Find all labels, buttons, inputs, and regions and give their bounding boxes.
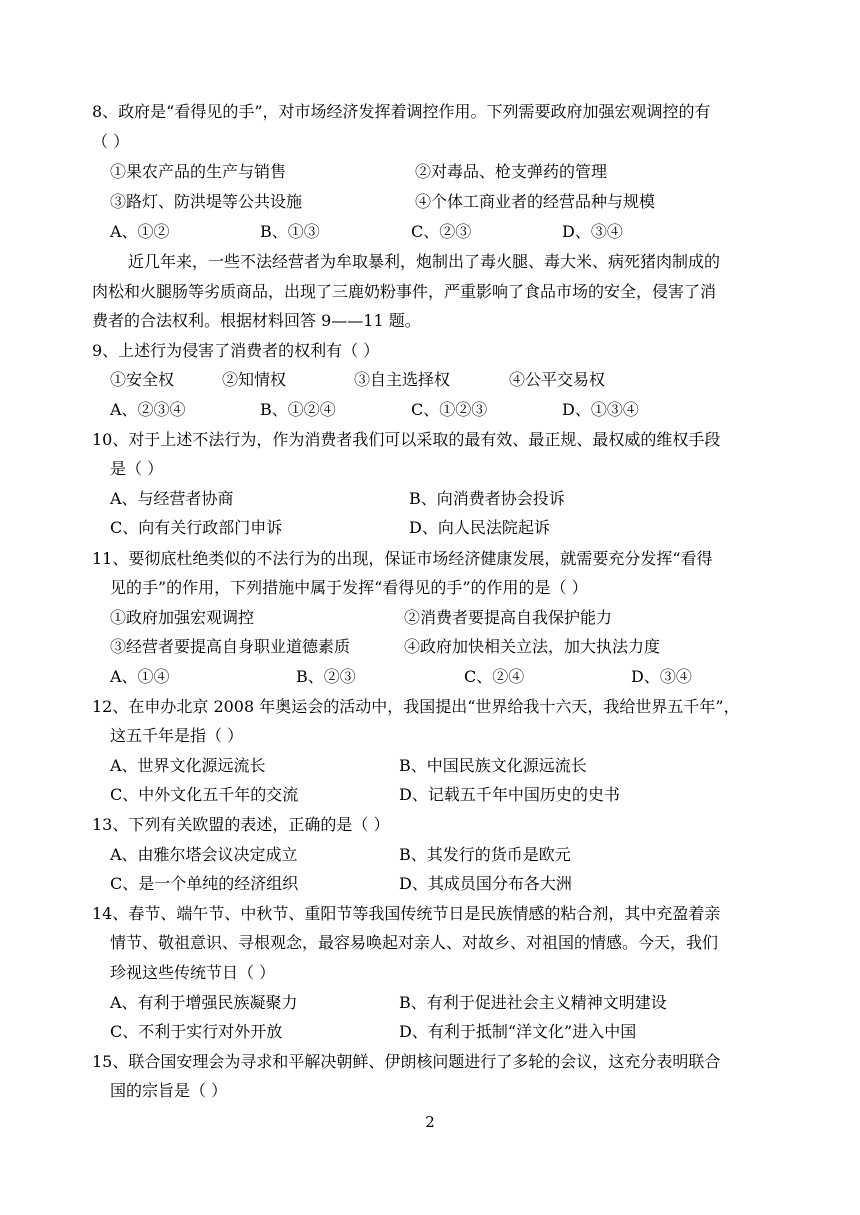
text-segment: 肉松和火腿肠等劣质商品，出现了三鹿奶粉事件，严重影响了食品市场的安全，侵害了消	[92, 282, 717, 301]
text-segment: 10、对于上述不法行为，作为消费者我们可以采取的最有效、最正规、最权威的维权手段	[92, 430, 721, 449]
text-segment: B、①③	[260, 222, 320, 241]
text-segment: B、中国民族文化源远流长	[399, 756, 587, 775]
text-segment: 15、联合国安理会为寻求和平解决朝鲜、伊朗核问题进行了多轮的会议，这充分表明联合	[92, 1052, 721, 1071]
text-segment: 14、春节、端午节、中秋节、重阳节等我国传统节日是民族情感的粘合剂，其中充盈着亲	[92, 904, 721, 923]
text-segment: B、②③	[296, 667, 356, 686]
text-segment: 费者的合法权利。根据材料回答 9——11 题。	[92, 311, 421, 330]
text-segment: 是（ ）	[110, 459, 164, 478]
text-segment: ③经营者要提高自身职业道德素质	[110, 637, 351, 656]
text-segment: 11、要彻底杜绝类似的不法行为的出现，保证市场经济健康发展，就需要充分发挥“看得	[92, 549, 713, 568]
text-segment: B、①②④	[260, 400, 336, 419]
text-segment: ④个体工商业者的经营品种与规模	[415, 192, 656, 211]
text-segment: B、有利于促进社会主义精神文明建设	[399, 993, 667, 1012]
text-segment: A、与经营者协商	[110, 489, 234, 508]
text-segment: A、世界文化源远流长	[110, 756, 266, 775]
text-segment: 情节、敬祖意识、寻根观念，最容易唤起对亲人、对故乡、对祖国的情感。今天，我们	[110, 933, 719, 952]
text-segment: A、有利于增强民族凝聚力	[110, 993, 298, 1012]
text-segment: D、③④	[631, 667, 692, 686]
text-segment: ①果农产品的生产与销售	[110, 162, 287, 181]
text-segment: 8、政府是“看得见的手”，对市场经济发挥着调控作用。下列需要政府加强宏观调控的有	[92, 102, 711, 121]
text-segment: D、其成员国分布各大洲	[399, 874, 572, 893]
text-segment: D、①③④	[562, 400, 639, 419]
text-segment: C、②③	[411, 222, 472, 241]
text-segment: 见的手”的作用，下列措施中属于发挥“看得见的手”的作用的是（ ）	[110, 578, 588, 597]
text-segment: A、①④	[110, 667, 170, 686]
page-number: 2	[425, 1113, 435, 1131]
text-segment: 珍视这些传统节日（ ）	[110, 963, 276, 982]
text-segment: D、③④	[562, 222, 623, 241]
text-segment: ②对毒品、枪支弹药的管理	[415, 162, 608, 181]
text-segment: （ ）	[92, 132, 130, 151]
text-segment: C、是一个单纯的经济组织	[110, 874, 299, 893]
text-segment: B、向消费者协会投诉	[409, 489, 565, 508]
text-segment: 13、下列有关欧盟的表述，正确的是（ ）	[92, 815, 390, 834]
text-segment: ④政府加快相关立法，加大执法力度	[404, 637, 661, 656]
text-segment: A、由雅尔塔会议决定成立	[110, 845, 298, 864]
text-segment: 12、在申办北京 2008 年奥运会的活动中，我国提出“世界给我十六天，我给世界五千年”，	[92, 697, 740, 716]
text-segment: D、有利于抵制“洋文化”进入中国	[399, 1022, 637, 1041]
text-segment: ③路灯、防洪堤等公共设施	[110, 192, 303, 211]
text-segment: C、不利于实行对外开放	[110, 1022, 283, 1041]
text-segment: B、其发行的货币是欧元	[399, 845, 571, 864]
text-segment: ④公平交易权	[509, 370, 606, 389]
text-segment: ③自主选择权	[354, 370, 451, 389]
text-segment: ②消费者要提高自我保护能力	[404, 608, 613, 627]
text-segment: A、②③④	[110, 400, 186, 419]
text-segment: A、①②	[110, 222, 170, 241]
text-segment: C、②④	[464, 667, 525, 686]
text-segment: C、向有关行政部门申诉	[110, 518, 283, 537]
text-segment: C、中外文化五千年的交流	[110, 785, 299, 804]
text-segment: ①政府加强宏观调控	[110, 608, 255, 627]
text-segment: 国的宗旨是（ ）	[110, 1081, 228, 1100]
text-segment: C、①②③	[411, 400, 488, 419]
text-segment: 9、上述行为侵害了消费者的权利有（ ）	[92, 341, 380, 360]
text-segment: D、记载五千年中国历史的史书	[399, 785, 620, 804]
text-segment: ②知情权	[222, 370, 287, 389]
text-segment: 近几年来，一些不法经营者为牟取暴利，炮制出了毒火腿、毒大米、病死猪肉制成的	[128, 252, 721, 271]
text-segment: 这五千年是指（ ）	[110, 726, 244, 745]
text-segment: ①安全权	[110, 370, 175, 389]
text-segment: D、向人民法院起诉	[409, 518, 550, 537]
